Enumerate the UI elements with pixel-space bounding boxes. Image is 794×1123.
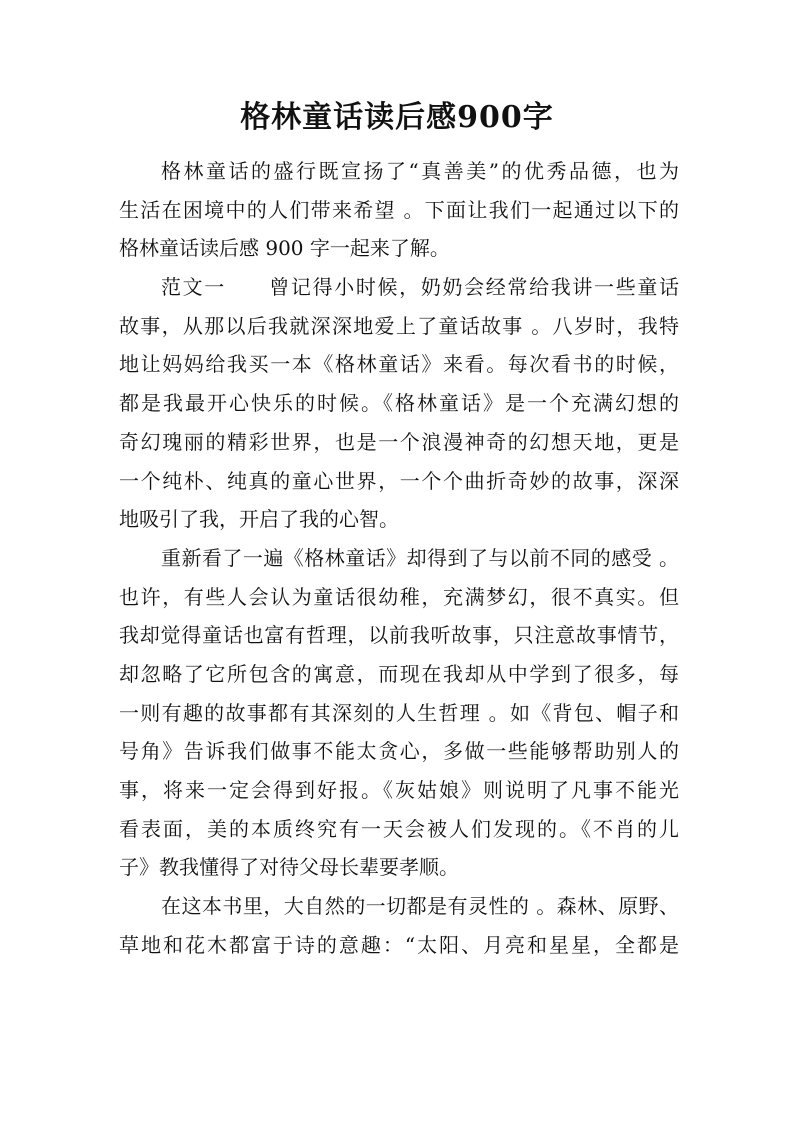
paragraph-sample-one xyxy=(119,268,679,539)
text-line: 在这本书里，大自然的一切都是有灵性的 。森林、原野、 xyxy=(161,894,679,919)
text-line: 一则有趣的故事都有其深刻的人生哲理 。如《背包、帽子和 xyxy=(119,700,679,725)
document-body xyxy=(119,152,679,964)
text-line: 都是我最开心快乐的时候。《格林童话》是一个充满幻想的 xyxy=(119,391,679,416)
document-title: 格林童话读后感900字 xyxy=(240,100,554,135)
text-line: 生活在困境中的人们带来希望 。下面让我们一起通过以下的 xyxy=(119,197,679,222)
paragraph-nature xyxy=(119,887,679,964)
text-line: 子》教我懂得了对待父母长辈要孝顺。 xyxy=(119,855,459,880)
text-line: 地吸引了我，开启了我的心智。 xyxy=(119,507,399,532)
text-line: 范文一 曾记得小时候，奶奶会经常给我讲一些童话 xyxy=(161,275,679,300)
text-line: 事，将来一定会得到好报。《灰姑娘》则说明了凡事不能光 xyxy=(119,778,679,802)
text-line: 格林童话读后感 900 字一起来了解。 xyxy=(119,236,450,261)
text-line: 也许，有些人会认为童话很幼稚，充满梦幻，很不真实。但 xyxy=(119,584,679,609)
text-line: 号角》告诉我们做事不能太贪心，多做一些能够帮助别人的 xyxy=(119,739,679,764)
text-line: 一个纯朴、纯真的童心世界，一个个曲折奇妙的故事，深深 xyxy=(119,468,679,493)
text-line: 奇幻瑰丽的精彩世界，也是一个浪漫神奇的幻想天地，更是 xyxy=(119,429,679,454)
paragraph-intro xyxy=(119,152,679,268)
text-line: 重新看了一遍《格林童话》却得到了与以前不同的感受 。 xyxy=(161,545,679,570)
text-line: 地让妈妈给我买一本《格林童话》来看。每次看书的时候， xyxy=(119,352,679,377)
text-line: 故事，从那以后我就深深地爱上了童话故事 。八岁时，我特 xyxy=(119,313,679,338)
text-line: 草地和花木都富于诗的意趣：“太阳、月亮和星星，全都是 xyxy=(119,932,679,957)
text-line: 看表面，美的本质终究有一天会被人们发现的。《不肖的儿 xyxy=(119,816,679,841)
paragraph-reread xyxy=(119,539,679,887)
text-line: 我却觉得童话也富有哲理，以前我听故事，只注意故事情节， xyxy=(119,623,679,648)
text-line: 格林童话的盛行既宣扬了“真善美”的优秀品德，也为 xyxy=(161,159,679,183)
text-line: 却忽略了它所包含的寓意，而现在我却从中学到了很多，每 xyxy=(119,661,679,686)
